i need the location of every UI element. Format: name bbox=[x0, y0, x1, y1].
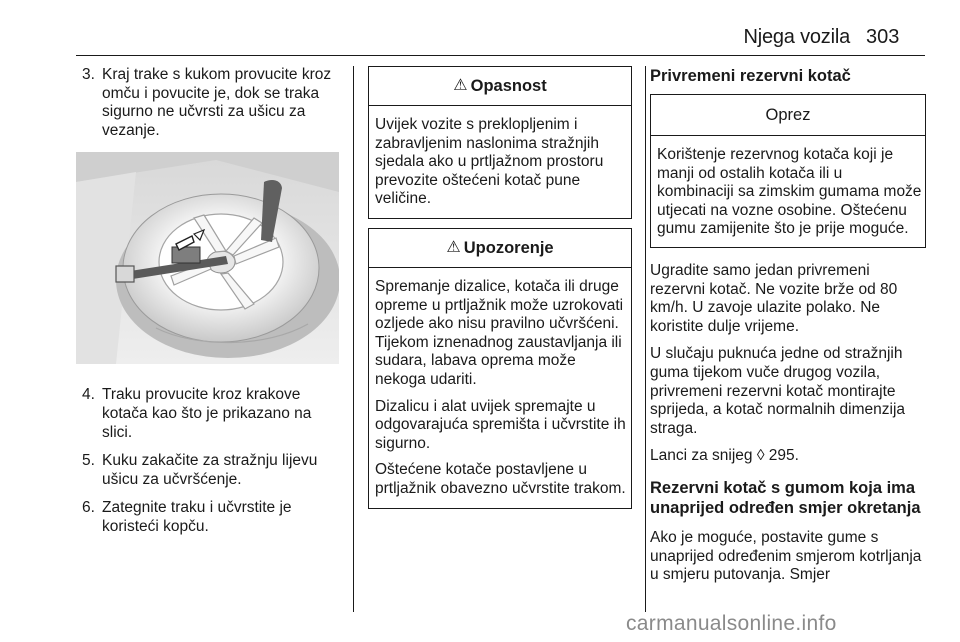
danger-body bbox=[369, 106, 631, 218]
section-title: Privremeni rezervni kotač bbox=[650, 67, 851, 85]
step-number: 3. bbox=[82, 66, 95, 83]
warning-body bbox=[369, 268, 631, 508]
paragraph: Ugradite samo jedan privremeni rezervni kotač. Ne vozite brže od 80 km/h. U zavoje ulazite polako. Ne koristite dulje vrijeme. bbox=[650, 261, 898, 335]
column-divider-left bbox=[353, 66, 354, 612]
step-4 bbox=[76, 386, 344, 442]
snow-chains-reference: Lanci za snijeg ◊ 295. bbox=[650, 447, 799, 465]
danger-box bbox=[368, 66, 632, 219]
caution-text: Korištenje rezervnog kotača koji je manji od ostalih kotača ili u kombinaciji sa zimskim gumama može utjecati na vozne osobine. Oštećenu gumu zamijenite što je prije moguće. bbox=[657, 146, 922, 238]
step-text: Zategnite traku i učvrstite je koristeći kopču. bbox=[102, 499, 292, 535]
column-divider-right bbox=[645, 66, 646, 612]
spare-wheel-illustration bbox=[76, 152, 339, 364]
step-text: Traku provucite kroz krakove kotača kao što je prikazano na slici. bbox=[102, 386, 312, 441]
header-rule bbox=[76, 55, 925, 56]
step-3 bbox=[76, 66, 344, 140]
step-5 bbox=[76, 452, 344, 489]
warning-triangle-icon: ⚠ bbox=[446, 238, 461, 256]
step-number: 5. bbox=[82, 452, 95, 470]
warning-text: Spremanje dizalice, kotača ili druge opreme u prtljažnik može uzrokovati ozljede ako nisu pravilno učvršćeni. Tijekom iznenadnog zaustavljanja ili sudara, labava oprema može nekoga udariti. bbox=[375, 277, 624, 388]
paragraph: U slučaju puknuća jedne od stražnjih guma tijekom vuče drugog vozila, privremeni rezervni kotač montirajte sprijeda, a kotač normalnih dimenzija straga. bbox=[650, 345, 906, 437]
warning-title: Upozorenje bbox=[463, 238, 554, 257]
column-middle bbox=[368, 66, 632, 518]
subsection-title: Rezervni kotač s gumom koja ima unaprijed određen smjer okretanja bbox=[650, 478, 921, 518]
danger-title: Opasnost bbox=[470, 76, 547, 95]
warning-header bbox=[369, 229, 631, 268]
paragraph: Ako je moguće, postavite gume s unaprijed određenim smjerom kotrljanja u smjeru putovanja. Smjer bbox=[650, 528, 922, 584]
warning-triangle-icon: ⚠ bbox=[453, 76, 468, 94]
step-6 bbox=[76, 499, 344, 536]
page-number: 303 bbox=[866, 26, 900, 48]
warning-box bbox=[368, 228, 632, 509]
step-text: Kraj trake s kukom provucite kroz omču i povucite je, dok se traka sigurno ne učvrsti za ušicu za vezanje. bbox=[102, 66, 332, 139]
caution-header: Oprez bbox=[651, 95, 925, 136]
danger-header bbox=[369, 67, 631, 106]
warning-text: Oštećene kotače postavljene u prtljažnik obavezno učvrstite trakom. bbox=[375, 461, 626, 497]
danger-text: Uvijek vozite s preklopljenim i zabravljenim naslonima stražnjih sjedala ako u prtljažnom prostoru prevozite oštećeni kotač pune veličine. bbox=[375, 116, 604, 208]
warning-text: Dizalicu i alat uvijek spremajte u odgovarajuća spremišta i učvrstite ih sigurno. bbox=[375, 397, 626, 452]
watermark: carmanualsonline.info bbox=[626, 612, 837, 635]
step-number: 6. bbox=[82, 499, 95, 517]
running-header-title: Njega vozila bbox=[743, 26, 850, 48]
caution-box bbox=[650, 94, 926, 248]
step-text: Kuku zakačite za stražnju lijevu ušicu za učvršćenje. bbox=[102, 452, 318, 488]
spare-wheel-drawing bbox=[76, 152, 339, 364]
column-left bbox=[76, 66, 344, 547]
step-number: 4. bbox=[82, 386, 95, 404]
column-right bbox=[650, 66, 926, 594]
